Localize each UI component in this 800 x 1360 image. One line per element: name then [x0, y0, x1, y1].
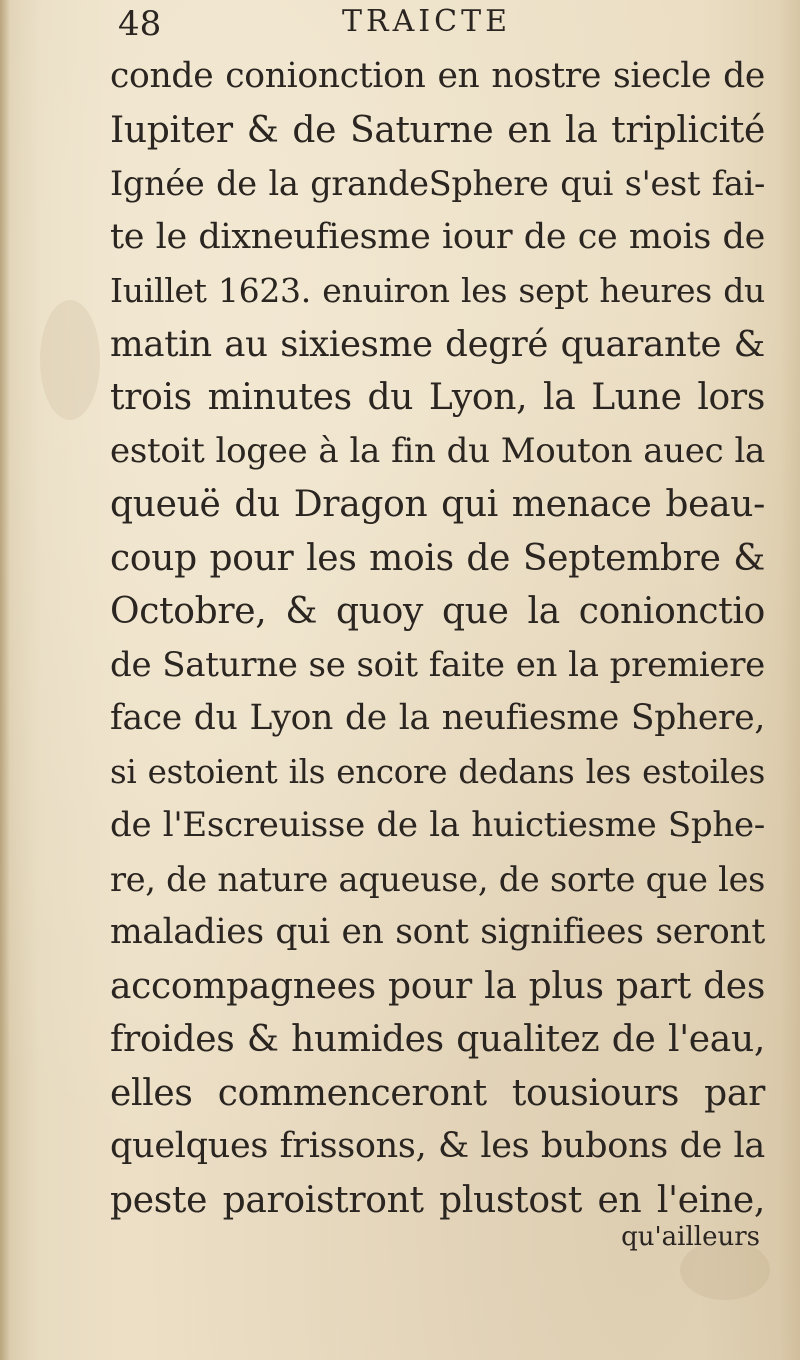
text-line: face du Lyon de la neufiesme Sphere, [110, 698, 765, 738]
text-line: te le dixneufiesme iour de ce mois de [110, 216, 765, 257]
text-line: Iupiter & de Saturne en la triplicité [110, 109, 765, 151]
text-line: matin au sixiesme degré quarante & [110, 323, 765, 365]
page-number: 48 [118, 4, 162, 44]
text-line: queuë du Dragon qui menace beau- [110, 484, 765, 525]
text-line: re, de nature aqueuse, de sorte que les [110, 859, 765, 899]
text-line: trois minutes du Lyon, la Lune lors [110, 377, 765, 418]
text-line: de Saturne se soit faite en la premiere [110, 644, 765, 685]
text-line: Octobre, & quoy que la conionctio [110, 591, 765, 632]
text-line: conde conionction en nostre siecle de [110, 56, 765, 96]
text-line: accompagnees pour la plus part des [110, 965, 765, 1007]
page-header [110, 4, 710, 44]
running-title: TRAICTE [342, 4, 511, 39]
text-line: Ignée de la grandeSphere qui s'est fai- [110, 164, 765, 203]
text-line: si estoient ils encore dedans les estoiles [110, 752, 765, 791]
catchword: qu'ailleurs [621, 1222, 760, 1252]
body-text [110, 50, 765, 1227]
text-line: de l'Escreuisse de la huictiesme Sphe- [110, 805, 765, 845]
text-line: estoit logee à la fin du Mouton auec la [110, 430, 765, 471]
text-line: peste paroistront plustost en l'eine, [110, 1179, 765, 1221]
text-line: elles commenceront tousiours par [110, 1072, 765, 1114]
page-edge-shadow [0, 0, 10, 1360]
text-line: coup pour les mois de Septembre & [110, 537, 765, 579]
paper-stain [40, 300, 100, 420]
text-line: maladies qui en sont signifiees seront [110, 912, 765, 952]
text-line: froides & humides qualitez de l'eau, [110, 1019, 765, 1060]
text-line: quelques frissons, & les bubons de la [110, 1126, 765, 1166]
text-line: Iuillet 1623. enuiron les sept heures du [110, 271, 765, 310]
